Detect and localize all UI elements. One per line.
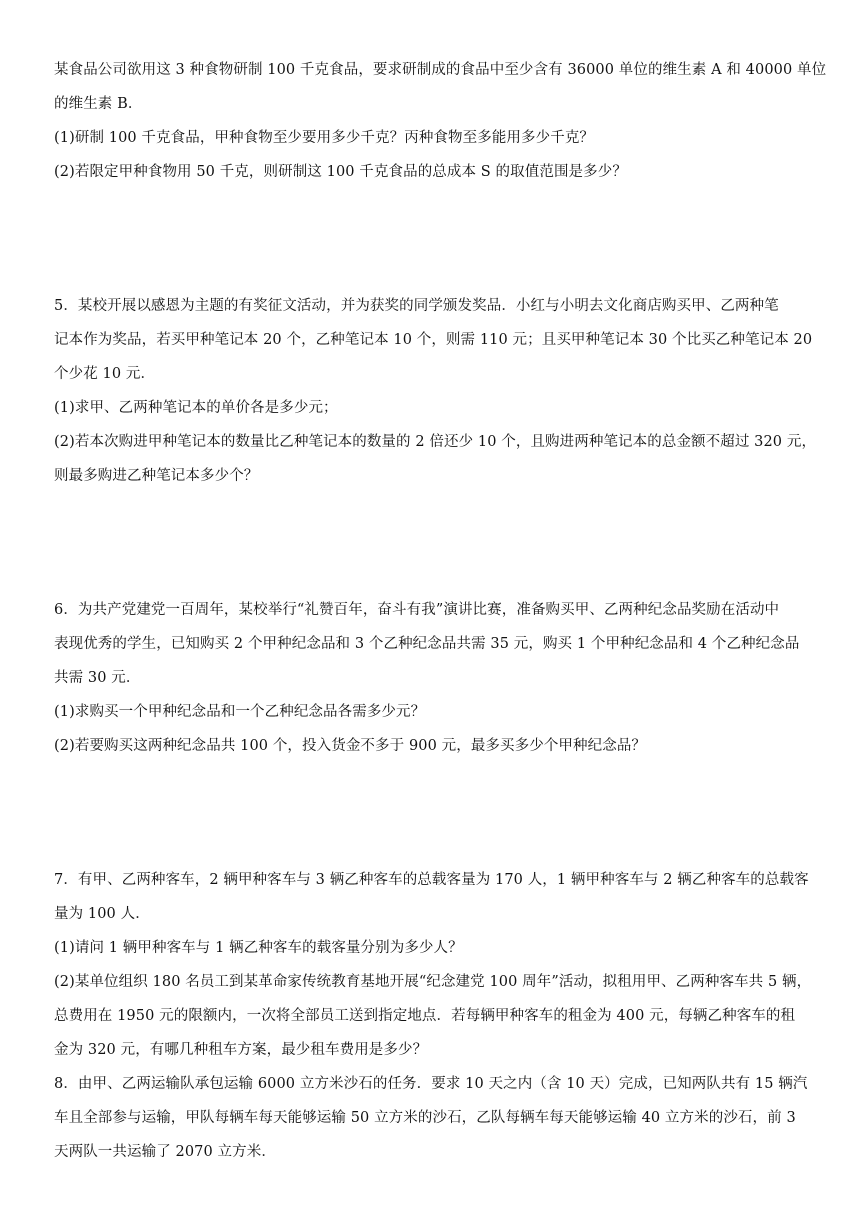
problem8-line2: 车且全部参与运输，甲队每辆车每天能够运输 50 立方米的沙石，乙队每辆车每天能够运输 40 立方米的沙石，前 3 [54, 1110, 796, 1126]
problem4-question1: (1)研制 100 千克食品，甲种食物至少要用多少千克？丙种食物至多能用多少千克？ [54, 130, 595, 146]
problem6-line2: 表现优秀的学生，已知购买 2 个甲种纪念品和 3 个乙种纪念品共需 35 元，购买 1 个甲种纪念品和 4 个乙种纪念品 [54, 636, 800, 652]
problem7-question1: (1)请问 1 辆甲种客车与 1 辆乙种客车的载客量分别为多少人？ [54, 940, 463, 956]
problem7-line1: 7．有甲、乙两种客车，2 辆甲种客车与 3 辆乙种客车的总载客量为 170 人，1 辆甲种客车与 2 辆乙种客车的总载客 [54, 872, 809, 888]
problem6-question1: (1)求购买一个甲种纪念品和一个乙种纪念品各需多少元？ [54, 704, 426, 720]
problem7-question2a: (2)某单位组织 180 名员工到某革命家传统教育基地开展“纪念建党 100 周年”活动，拟租用甲、乙两种客车共 5 辆， [54, 974, 812, 990]
problem7-question2b: 总费用在 1950 元的限额内，一次将全部员工送到指定地点．若每辆甲种客车的租金为 400 元，每辆乙种客车的租 [54, 1008, 796, 1024]
problem5-question2b: 则最多购进乙种笔记本多少个？ [54, 468, 259, 484]
problem5-line2: 记本作为奖品，若买甲种笔记本 20 个，乙种笔记本 10 个，则需 110 元；且买甲种笔记本 30 个比买乙种笔记本 20 [54, 332, 813, 348]
problem7-line2: 量为 100 人． [54, 906, 150, 922]
problem8-line3: 天两队一共运输了 2070 立方米． [54, 1144, 276, 1160]
problem4-question2: (2)若限定甲种食物用 50 千克，则研制这 100 千克食品的总成本 S 的取值范围是多少？ [54, 164, 627, 180]
problem8-line1: 8．由甲、乙两运输队承包运输 6000 立方米沙石的任务．要求 10 天之内（含 10 天）完成，已知两队共有 15 辆汽 [54, 1076, 808, 1092]
problem6-line1: 6．为共产党建党一百周年，某校举行“礼赞百年，奋斗有我”演讲比赛，准备购买甲、乙两种纪念品奖励在活动中 [54, 602, 780, 618]
problem4-line2: 的维生素 B． [54, 96, 143, 112]
problem7-question2c: 金为 320 元，有哪几种租车方案，最少租车费用是多少？ [54, 1042, 428, 1058]
problem5-question1: (1)求甲、乙两种笔记本的单价各是多少元； [54, 400, 338, 416]
problem4-line1: 某食品公司欲用这 3 种食物研制 100 千克食品，要求研制成的食品中至少含有 36000 单位的维生素 A 和 40000 单位 [54, 62, 827, 78]
problem6-question2: (2)若要购买这两种纪念品共 100 个，投入货金不多于 900 元，最多买多少个甲种纪念品？ [54, 738, 647, 754]
problem6-line3: 共需 30 元． [54, 670, 141, 686]
problem5-question2a: (2)若本次购进甲种笔记本的数量比乙种笔记本的数量的 2 倍还少 10 个，且购进两种笔记本的总金额不超过 320 元， [54, 434, 817, 450]
problem5-line1: 5．某校开展以感恩为主题的有奖征文活动，并为获奖的同学颁发奖品．小红与小明去文化商店购买甲、乙两种笔 [54, 298, 779, 314]
problem5-line3: 个少花 10 元． [54, 366, 156, 382]
